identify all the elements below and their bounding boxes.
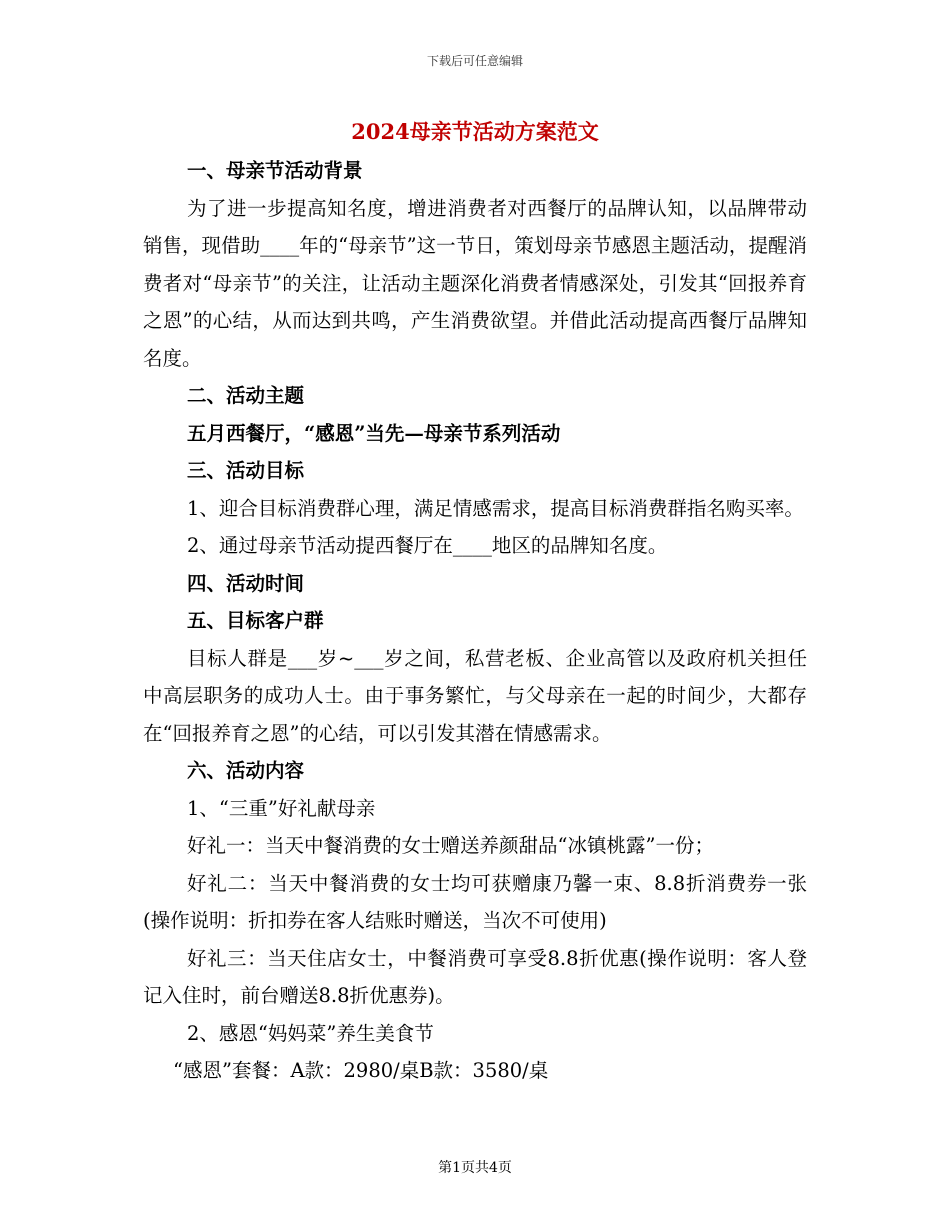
section-heading-customer: 五、目标客户群 <box>187 609 324 632</box>
goal-item-2: 2、通过母亲节活动提西餐厅在____地区的品牌知名度。 <box>187 534 668 557</box>
package-text: “感恩”套餐：A款：2980/桌B款：3580/桌 <box>173 1059 549 1082</box>
content-item-1-title: 1、“三重”好礼献母亲 <box>187 796 376 820</box>
content-item-2-title: 2、感恩“妈妈菜”养生美食节 <box>187 1021 434 1045</box>
section-heading-theme: 二、活动主题 <box>187 384 305 407</box>
gift-item-2: 好礼二：当天中餐消费的女士均可获赠康乃馨一束、8.8折消费券一张(操作说明：折扣券在客人结账时赠送，当次不可使用) <box>143 871 807 932</box>
section-heading-background: 一、母亲节活动背景 <box>187 159 363 182</box>
gift-item-1: 好礼一：当天中餐消费的女士赠送养颜甜品“冰镇桃露”一份； <box>187 834 714 857</box>
page-footer: 第1页共4页 <box>438 1160 512 1176</box>
gift-item-3: 好礼三：当天住店女士，中餐消费可享受8.8折优惠(操作说明：客人登记入住时，前台赠送8.8折优惠券)。 <box>143 946 807 1007</box>
header-note: 下载后可任意编辑 <box>426 54 523 68</box>
goal-item-1: 1、迎合目标消费群心理，满足情感需求，提高目标消费群指名购买率。 <box>187 496 804 520</box>
section-heading-content: 六、活动内容 <box>187 759 305 782</box>
section-heading-time: 四、活动时间 <box>187 571 305 595</box>
background-paragraph: 为了进一步提高知名度，增进消费者对西餐厅的品牌认知，以品牌带动销售，现借助____年的“母亲节”这一节日，策划母亲节感恩主题活动，提醒消费者对“母亲节”的关注，让活动主题深化消费者情感深处，引发其“回报养育之恩”的心结，从而达到共鸣，产生消费欲望。并借此活动提高西餐厅品牌知名度。 <box>143 196 807 370</box>
document-title: 2024母亲节活动方案范文 <box>351 119 599 144</box>
section-heading-goal: 三、活动目标 <box>187 459 305 482</box>
document-body <box>143 152 807 1090</box>
theme-text: 五月西餐厅，“感恩”当先—母亲节系列活动 <box>187 421 561 445</box>
customer-paragraph: 目标人群是___岁~___岁之间，私营老板、企业高管以及政府机关担任中高层职务的成功人士。由于事务繁忙，与父母亲在一起的时间少，大都存在“回报养育之恩”的心结，可以引发其潜在情感需求。 <box>143 646 807 745</box>
